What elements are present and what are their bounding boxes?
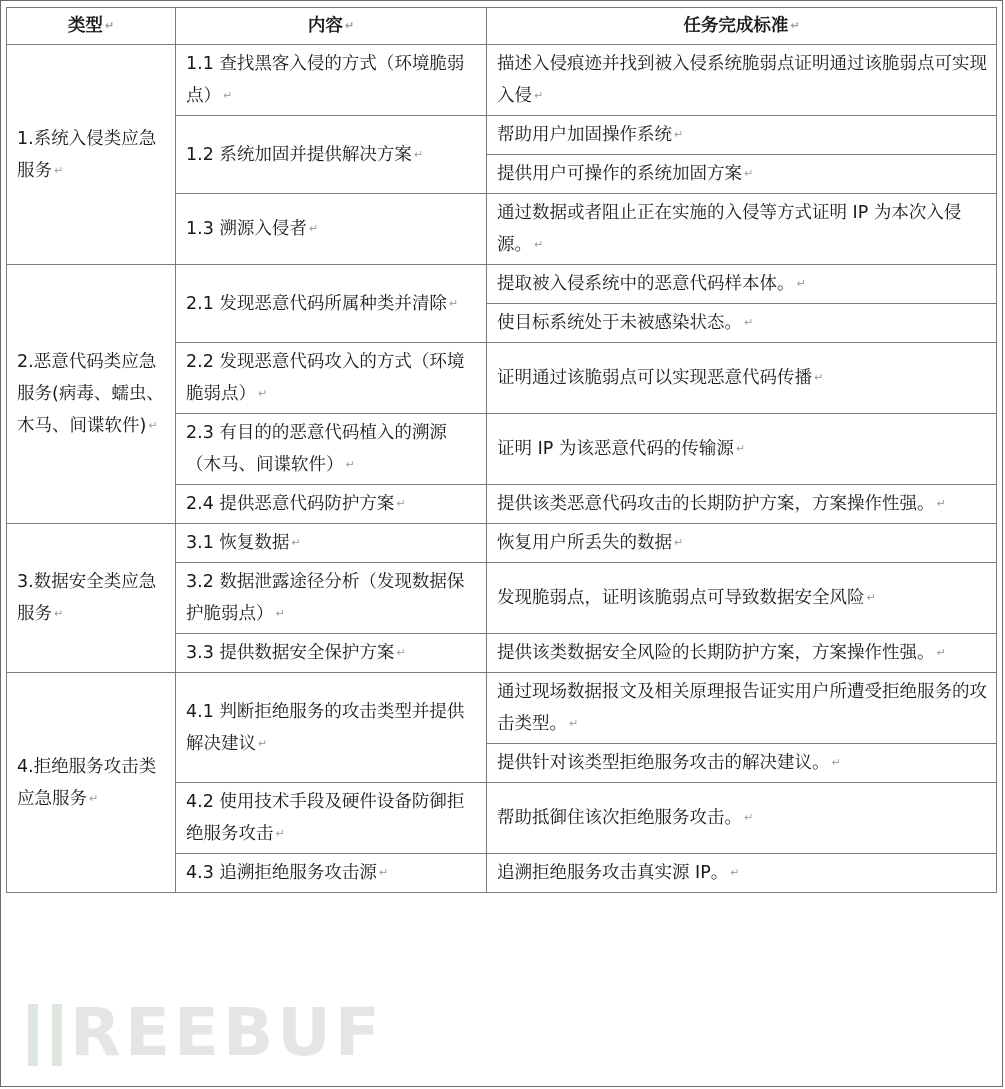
table-row	[7, 45, 997, 116]
content-cell: 1.1 查找黑客入侵的方式（环境脆弱点） ↵	[176, 45, 487, 116]
standard-cell: 帮助用户加固操作系统 ↵	[487, 116, 997, 155]
table-row	[7, 673, 997, 744]
table-row	[7, 524, 997, 563]
table-header-row	[7, 8, 997, 45]
content-cell: 4.2 使用技术手段及硬件设备防御拒绝服务攻击 ↵	[176, 783, 487, 854]
content-cell: 1.3 溯源入侵者 ↵	[176, 194, 487, 265]
standard-cell: 通过数据或者阻止正在实施的入侵等方式证明 IP 为本次入侵源。 ↵	[487, 194, 997, 265]
table-row	[7, 265, 997, 304]
standard-cell: 追溯拒绝服务攻击真实源 IP。 ↵	[487, 854, 997, 893]
content-cell: 4.1 判断拒绝服务的攻击类型并提供解决建议 ↵	[176, 673, 487, 783]
category-cell: 2.恶意代码类应急服务(病毒、蠕虫、木马、间谍软件) ↵	[7, 265, 176, 524]
standard-cell: 提供用户可操作的系统加固方案 ↵	[487, 155, 997, 194]
standard-cell: 提供针对该类型拒绝服务攻击的解决建议。 ↵	[487, 744, 997, 783]
standard-cell: 提供该类恶意代码攻击的长期防护方案，方案操作性强。 ↵	[487, 485, 997, 524]
standard-cell: 帮助抵御住该次拒绝服务攻击。 ↵	[487, 783, 997, 854]
standard-cell: 证明通过该脆弱点可以实现恶意代码传播 ↵	[487, 343, 997, 414]
content-cell: 2.2 发现恶意代码攻入的方式（环境脆弱点） ↵	[176, 343, 487, 414]
content-cell: 3.3 提供数据安全保护方案 ↵	[176, 634, 487, 673]
content-cell: 2.4 提供恶意代码防护方案 ↵	[176, 485, 487, 524]
category-cell: 4.拒绝服务攻击类应急服务 ↵	[7, 673, 176, 893]
category-cell: 3.数据安全类应急服务 ↵	[7, 524, 176, 673]
header-type: 类型 ↵	[7, 8, 176, 45]
content-cell: 3.2 数据泄露途径分析（发现数据保护脆弱点） ↵	[176, 563, 487, 634]
standard-cell: 使目标系统处于未被感染状态。 ↵	[487, 304, 997, 343]
standard-cell: 证明 IP 为该恶意代码的传输源 ↵	[487, 414, 997, 485]
watermark-logo: REEBUF	[28, 1000, 384, 1066]
standard-cell: 恢复用户所丢失的数据 ↵	[487, 524, 997, 563]
standard-cell: 提供该类数据安全风险的长期防护方案，方案操作性强。 ↵	[487, 634, 997, 673]
content-cell: 1.2 系统加固并提供解决方案 ↵	[176, 116, 487, 194]
standard-cell: 提取被入侵系统中的恶意代码样本体。 ↵	[487, 265, 997, 304]
emergency-service-table	[6, 7, 997, 893]
category-cell: 1.系统入侵类应急服务 ↵	[7, 45, 176, 265]
content-cell: 4.3 追溯拒绝服务攻击源 ↵	[176, 854, 487, 893]
standard-cell: 发现脆弱点，证明该脆弱点可导致数据安全风险 ↵	[487, 563, 997, 634]
content-cell: 2.1 发现恶意代码所属种类并清除 ↵	[176, 265, 487, 343]
header-standard: 任务完成标准 ↵	[487, 8, 997, 45]
header-content: 内容 ↵	[176, 8, 487, 45]
content-cell: 2.3 有目的的恶意代码植入的溯源（木马、间谍软件） ↵	[176, 414, 487, 485]
standard-cell: 通过现场数据报文及相关原理报告证实用户所遭受拒绝服务的攻击类型。 ↵	[487, 673, 997, 744]
standard-cell: 描述入侵痕迹并找到被入侵系统脆弱点证明通过该脆弱点可实现入侵 ↵	[487, 45, 997, 116]
content-cell: 3.1 恢复数据 ↵	[176, 524, 487, 563]
